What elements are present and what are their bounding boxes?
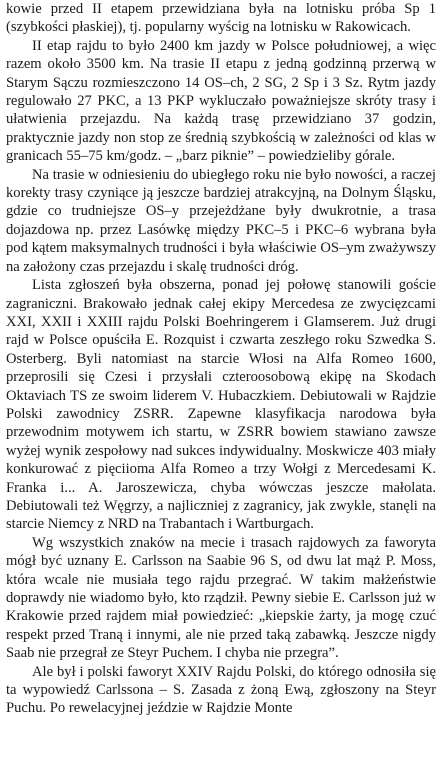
paragraph-4: Lista zgłoszeń była obszerna, ponad jej połowę stanowili goście zagraniczni. Brakowało jednak całej ekipy Mercedesa ze zwycięzcami XXI, XXII i XXIII rajdu Polski Boehringerem i Glamserem. Już drugi rajd w Polsce opuściła E. Rozquist i czwarta zeszłego roku Szwedka S. Osterberg. Byli natomiast na starcie Włosi na Alfa Romeo 1600, przeprosili się Czesi i przysłali czteroosobową ekipę na Skodach Oktaviach TS ze swoim liderem V. Hubaczkiem. Debiutowali w Rajdzie Polski zawodnicy ZSRR. Zapewne klasyfikacja narodowa była przewodnim motywem ich startu, w ZSRR bowiem stawiano zawsze wyżej wynik zespołowy nad sukces indywidualny. Moskwicze 403 miały konkurować z pięciioma Alfa Romeo a trzy Wołgi z Mercedesami K. Franka i... A. Jaroszewicza, chyba wówczas jeszcze małolata. Debiutowali też Węgrzy, a najliczniej z zagranicy, jak zwykle, stanęli na starcie Niemcy z NRD na Trabantach i Wartburgach.: [6, 277, 436, 533]
paragraph-6: Ale był i polski faworyt XXIV Rajdu Polski, do którego odnosiła się ta wypowiedź Carlssona – S. Zasada z żoną Ewą, zgłoszony na Steyr Puchu. Po rewelacyjnej jeździe w Rajdzie Monte: [6, 663, 436, 717]
paragraph-1: kowie przed II etapem przewidziana była na lotnisku próba Sp 1 (szybkości płaskiej), tj. popularny wyścig na lotnisku w Rakowicach.: [6, 1, 436, 36]
paragraph-2: II etap rajdu to było 2400 km jazdy w Polsce południowej, a więc razem około 3500 km. Na trasie II etapu z jedną godzinną przerwą w Starym Sączu rozmieszczono 14 OS–ch, 2 SG, 2 Sp i 3 Sz. Rytm jazdy regulowało 27 PKC, a 13 PKP wykluczało poważniejsze skróty trasy i ułatwienia przejazdu. Na każdą trasę przewidziano 37 godzin, praktycznie jazdy non stop ze średnią szybkością w zależności od klas w granicach 55–75 km/godz. – „barz piknie” – powiedzieliby górale.: [6, 37, 436, 165]
paragraph-5: Wg wszystkich znaków na mecie i trasach rajdowych za faworyta mógł być uznany E. Carlsson na Saabie 96 S, od dwu lat mąż P. Moss, która wcale nie musiała tego rajdu przegrać. W takim małżeństwie doprawdy nie wiadomo było, kto rządził. Pewny siebie E. Carlsson już w Krakowie przed rajdem miał powiedzieć: „kiepskie żarty, ja mogę czuć respekt przed Traną i innymi, ale nie przed taką zabawką. Jeszcze nigdy Saab nie przegrał ze Steyr Puchem. I chyba nie przegra”.: [6, 534, 436, 662]
paragraph-3: Na trasie w odniesieniu do ubiegłego roku nie było nowości, a raczej korekty trasy czyniące ją jeszcze bardziej atrakcyjną, na Dolnym Śląsku, gdzie co trudniejsze OS–y przejeżdżane były dwukrotnie, a trasa dojazdowa np. przez Lasówkę między PKC–5 i PKC–6 wybrana była pod kątem maksymalnych trudności i była właściwie OS–ym zważywszy na założony czas przejazdu i skalę trudności dróg.: [6, 166, 436, 275]
